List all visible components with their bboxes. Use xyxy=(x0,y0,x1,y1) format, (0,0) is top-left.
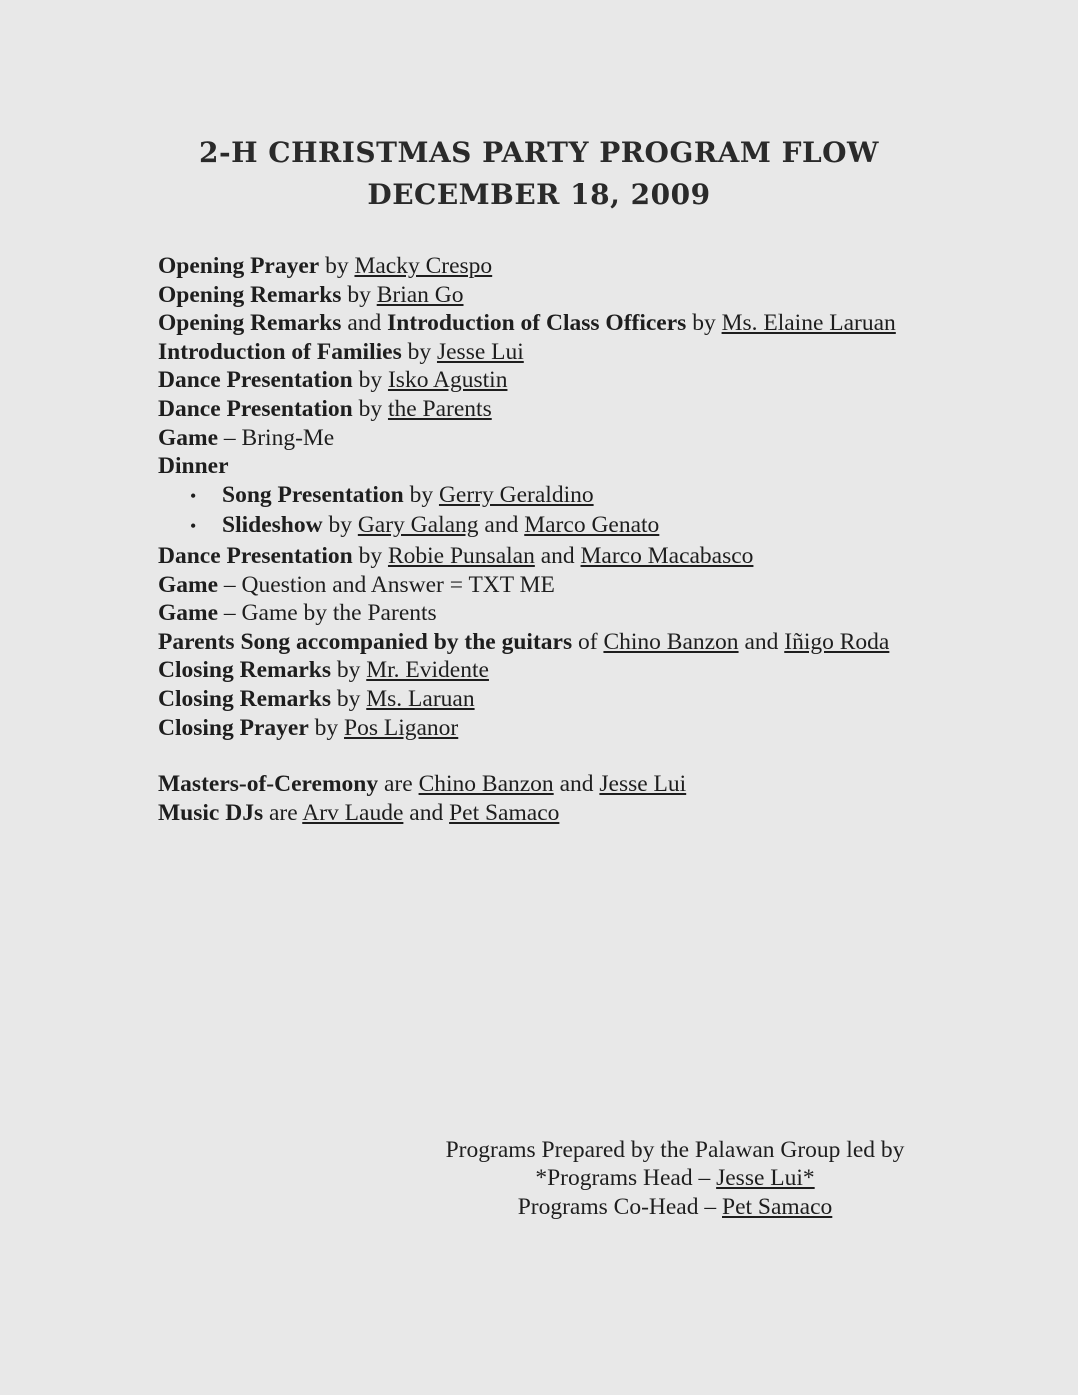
item-title: Closing Prayer xyxy=(158,714,309,741)
item-connector: by xyxy=(319,253,355,279)
host-line xyxy=(158,799,958,828)
item-title: Parents Song accompanied by the guitars xyxy=(158,628,573,655)
footer-line-1: Programs Prepared by the Palawan Group led by xyxy=(445,1137,905,1163)
program-item xyxy=(158,685,958,714)
item-title: Dinner xyxy=(158,453,229,480)
item-connector: are xyxy=(378,771,419,798)
item-connector: by xyxy=(686,310,722,337)
bullet-icon: • xyxy=(190,516,197,537)
prepared-by-footer xyxy=(420,1136,930,1221)
program-item xyxy=(158,309,958,338)
item-connector: and xyxy=(738,628,785,655)
item-title: Game xyxy=(158,424,219,451)
host-person-2: Pet Samaco xyxy=(449,799,560,826)
item-connector: and xyxy=(553,771,600,798)
item-connector: are xyxy=(263,799,303,826)
host-person-2: Jesse Lui xyxy=(599,771,687,798)
item-title: Introduction of Families xyxy=(158,338,402,365)
item-title: Closing Remarks xyxy=(158,657,331,684)
item-description: – Question and Answer = TXT ME xyxy=(218,571,555,598)
item-person: Robie Punsalan xyxy=(387,542,535,569)
host-person: Chino Banzon xyxy=(418,771,554,798)
footer-role: Programs Co-Head – xyxy=(517,1193,722,1220)
program-item xyxy=(158,599,958,628)
item-person-2: Iñigo Roda xyxy=(784,628,890,655)
item-connector: by xyxy=(331,685,367,712)
item-connector: and xyxy=(478,512,525,539)
program-item xyxy=(158,628,958,657)
item-title: Dance Presentation xyxy=(158,367,353,394)
item-title: Dance Presentation xyxy=(158,395,353,422)
section-spacer xyxy=(158,742,958,770)
item-connector: of xyxy=(572,628,604,655)
item-connector: and xyxy=(403,799,450,826)
program-item xyxy=(158,542,958,571)
item-connector: by xyxy=(403,481,439,508)
program-item xyxy=(158,571,958,600)
dinner-subitem xyxy=(158,481,958,512)
item-title: Closing Remarks xyxy=(158,685,331,712)
bullet-icon: • xyxy=(190,485,197,506)
host-role: Masters-of-Ceremony xyxy=(158,771,379,798)
program-item xyxy=(158,656,958,685)
item-person: Brian Go xyxy=(376,281,464,308)
item-connector: by xyxy=(341,281,377,308)
host-line xyxy=(158,770,958,799)
host-role: Music DJs xyxy=(158,799,264,826)
item-description: – Bring-Me xyxy=(218,424,335,451)
item-description: – Game by the Parents xyxy=(218,600,437,627)
program-item xyxy=(158,395,958,424)
item-title: Game xyxy=(158,600,219,627)
item-person: the Parents xyxy=(387,395,492,422)
program-item xyxy=(158,714,958,743)
program-flow xyxy=(158,252,958,827)
program-item xyxy=(158,452,958,481)
item-title: Song Presentation xyxy=(222,481,404,508)
item-connector: by xyxy=(308,714,345,741)
footer-role: *Programs Head – xyxy=(535,1165,717,1192)
item-connector: by xyxy=(401,338,437,365)
document-title xyxy=(0,132,1078,216)
item-connector: and xyxy=(534,542,581,569)
item-person: Gerry Geraldino xyxy=(438,481,594,508)
item-connector: by xyxy=(352,367,388,394)
item-person: Ms. Laruan xyxy=(366,685,475,712)
item-person: Macky Crespo xyxy=(354,253,493,279)
program-item xyxy=(158,338,958,367)
item-title: Opening Remarks xyxy=(158,281,342,308)
item-title: Opening Remarks xyxy=(158,310,342,337)
item-person: Gary Galang xyxy=(357,512,479,539)
item-title: Dance Presentation xyxy=(158,542,353,569)
item-person: Pos Liganor xyxy=(344,714,459,741)
footer-line-3 xyxy=(420,1193,930,1221)
item-title: Slideshow xyxy=(222,512,323,539)
item-person: Ms. Elaine Laruan xyxy=(721,310,896,337)
program-item xyxy=(158,281,958,310)
program-item xyxy=(158,424,958,453)
footer-person: Pet Samaco xyxy=(722,1193,833,1220)
item-person-2: Marco Genato xyxy=(524,512,660,539)
item-connector: by xyxy=(352,395,388,422)
item-person: Jesse Lui xyxy=(436,338,524,365)
item-connector: by xyxy=(331,657,367,684)
program-item xyxy=(158,252,958,281)
footer-line-2 xyxy=(420,1164,930,1192)
host-person: Arv Laude xyxy=(302,799,404,826)
footer-person: Jesse Lui* xyxy=(716,1165,815,1192)
item-connector: by xyxy=(322,512,358,539)
item-person: Chino Banzon xyxy=(603,628,739,655)
item-title: Game xyxy=(158,571,219,598)
item-title-2: Introduction of Class Officers xyxy=(387,310,687,337)
item-title: Opening Prayer xyxy=(158,253,320,279)
item-connector: by xyxy=(352,542,388,569)
dinner-subitem xyxy=(158,511,958,542)
item-connector: and xyxy=(341,310,388,337)
item-person-2: Marco Macabasco xyxy=(580,542,754,569)
item-person: Mr. Evidente xyxy=(366,657,489,684)
item-person: Isko Agustin xyxy=(387,367,508,394)
program-item xyxy=(158,366,958,395)
title-line-1: 2-H CHRISTMAS PARTY PROGRAM FLOW xyxy=(198,136,879,169)
title-line-2: DECEMBER 18, 2009 xyxy=(367,178,711,211)
